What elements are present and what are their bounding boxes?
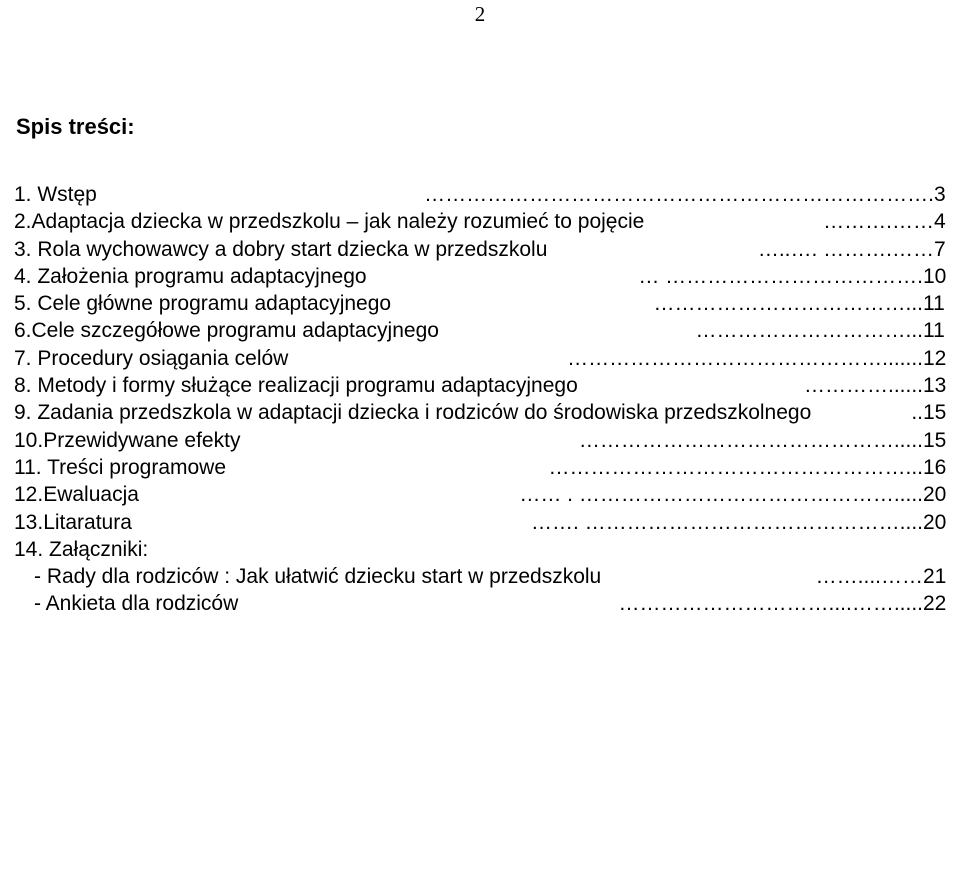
toc-page-number: 20 (923, 483, 947, 507)
toc-leader: … ………………………………. (638, 264, 923, 288)
toc-leader: ……….…… (823, 210, 934, 234)
toc-page-number: 16 (923, 455, 947, 479)
toc-entry-label: 6.Cele szczegółowe programu adaptacyjnego (14, 319, 439, 343)
toc-subentry (0, 563, 960, 590)
toc-entry-label: 4. Założenia programu adaptacyjnego (14, 264, 367, 288)
toc-entry (0, 454, 960, 481)
toc-entry (0, 372, 960, 399)
toc-leader: ……. ……………………………………….... (530, 510, 923, 534)
toc-leader: ………………………………………..... (578, 428, 923, 452)
toc-page-number: 10 (923, 264, 947, 288)
page-number: 2 (474, 2, 486, 26)
toc-entry-label: 2.Adaptacja dziecka w przedszkolu – jak należy rozumieć to pojęcie (14, 210, 645, 234)
toc-entry (0, 181, 960, 208)
toc-page-number: 11 (923, 319, 945, 343)
toc-entry (0, 208, 960, 235)
toc-page-number: 20 (923, 510, 947, 534)
toc-entry-label: 9. Zadania przedszkola w adaptacji dziecka i rodziców do środowiska przedszkolnego (14, 401, 812, 425)
toc-page-number: 3 (934, 183, 946, 206)
toc-leader: ………………………………………………………………. (424, 183, 934, 206)
toc-leader: ……………………………………………... (548, 455, 923, 479)
toc-entry (0, 317, 960, 344)
toc-leader: ………………………………... (653, 292, 923, 316)
table-of-contents (0, 181, 960, 618)
toc-entry-label: 11. Treści programowe (14, 455, 227, 479)
toc-leader: .. (911, 401, 923, 425)
toc-entry (0, 290, 960, 317)
toc-entry-label: 5. Cele główne programu adaptacyjnego (14, 292, 392, 316)
toc-entry (0, 236, 960, 263)
toc-entry-label: 1. Wstęp (14, 183, 97, 206)
toc-entry (0, 481, 960, 508)
toc-entry-label: 14. Załączniki: (14, 537, 149, 561)
toc-entry-label: - Rady dla rodziców : Jak ułatwić dziecku start w przedszkolu (34, 565, 602, 589)
toc-entry (0, 427, 960, 454)
toc-entry (0, 536, 960, 563)
toc-page-number: 12 (923, 346, 947, 370)
toc-entry-label: 8. Metody i formy służące realizacji programu adaptacyjnego (14, 374, 578, 398)
toc-entry (0, 509, 960, 536)
toc-entry-label: 3. Rola wychowawcy a dobry start dziecka w przedszkolu (14, 237, 548, 261)
toc-subentry (0, 590, 960, 617)
toc-page-number: 21 (923, 565, 947, 589)
toc-page-number: 15 (923, 401, 947, 425)
toc-entry-label: - Ankieta dla rodziców (34, 592, 239, 616)
toc-entry-label: 13.Litaratura (14, 510, 132, 534)
toc-leader: …………………………... (695, 319, 923, 343)
toc-page-number: 11 (923, 292, 945, 316)
toc-leader: …………………………....……..... (618, 592, 923, 616)
toc-page-number: 7 (934, 237, 946, 261)
toc-page-number: 15 (923, 428, 947, 452)
toc-entry-label: 7. Procedury osiągania celów (14, 346, 289, 370)
toc-leader: ………………………………………....... (567, 346, 923, 370)
toc-entry-label: 10.Przewidywane efekty (14, 428, 241, 452)
toc-entry (0, 399, 960, 426)
toc-entry (0, 345, 960, 372)
toc-leader: …… . ………………………………………..... (519, 483, 923, 507)
toc-title: Spis treści: (16, 114, 135, 139)
toc-page-number: 13 (923, 374, 947, 398)
toc-leader: …..…. ……….…… (757, 237, 934, 261)
toc-leader: ……....…… (815, 565, 923, 589)
toc-entry-label: 12.Ewaluacja (14, 483, 139, 507)
toc-page-number: 22 (923, 592, 947, 616)
toc-entry (0, 263, 960, 290)
toc-leader: …………...... (803, 374, 923, 398)
toc-page-number: 4 (934, 210, 946, 234)
